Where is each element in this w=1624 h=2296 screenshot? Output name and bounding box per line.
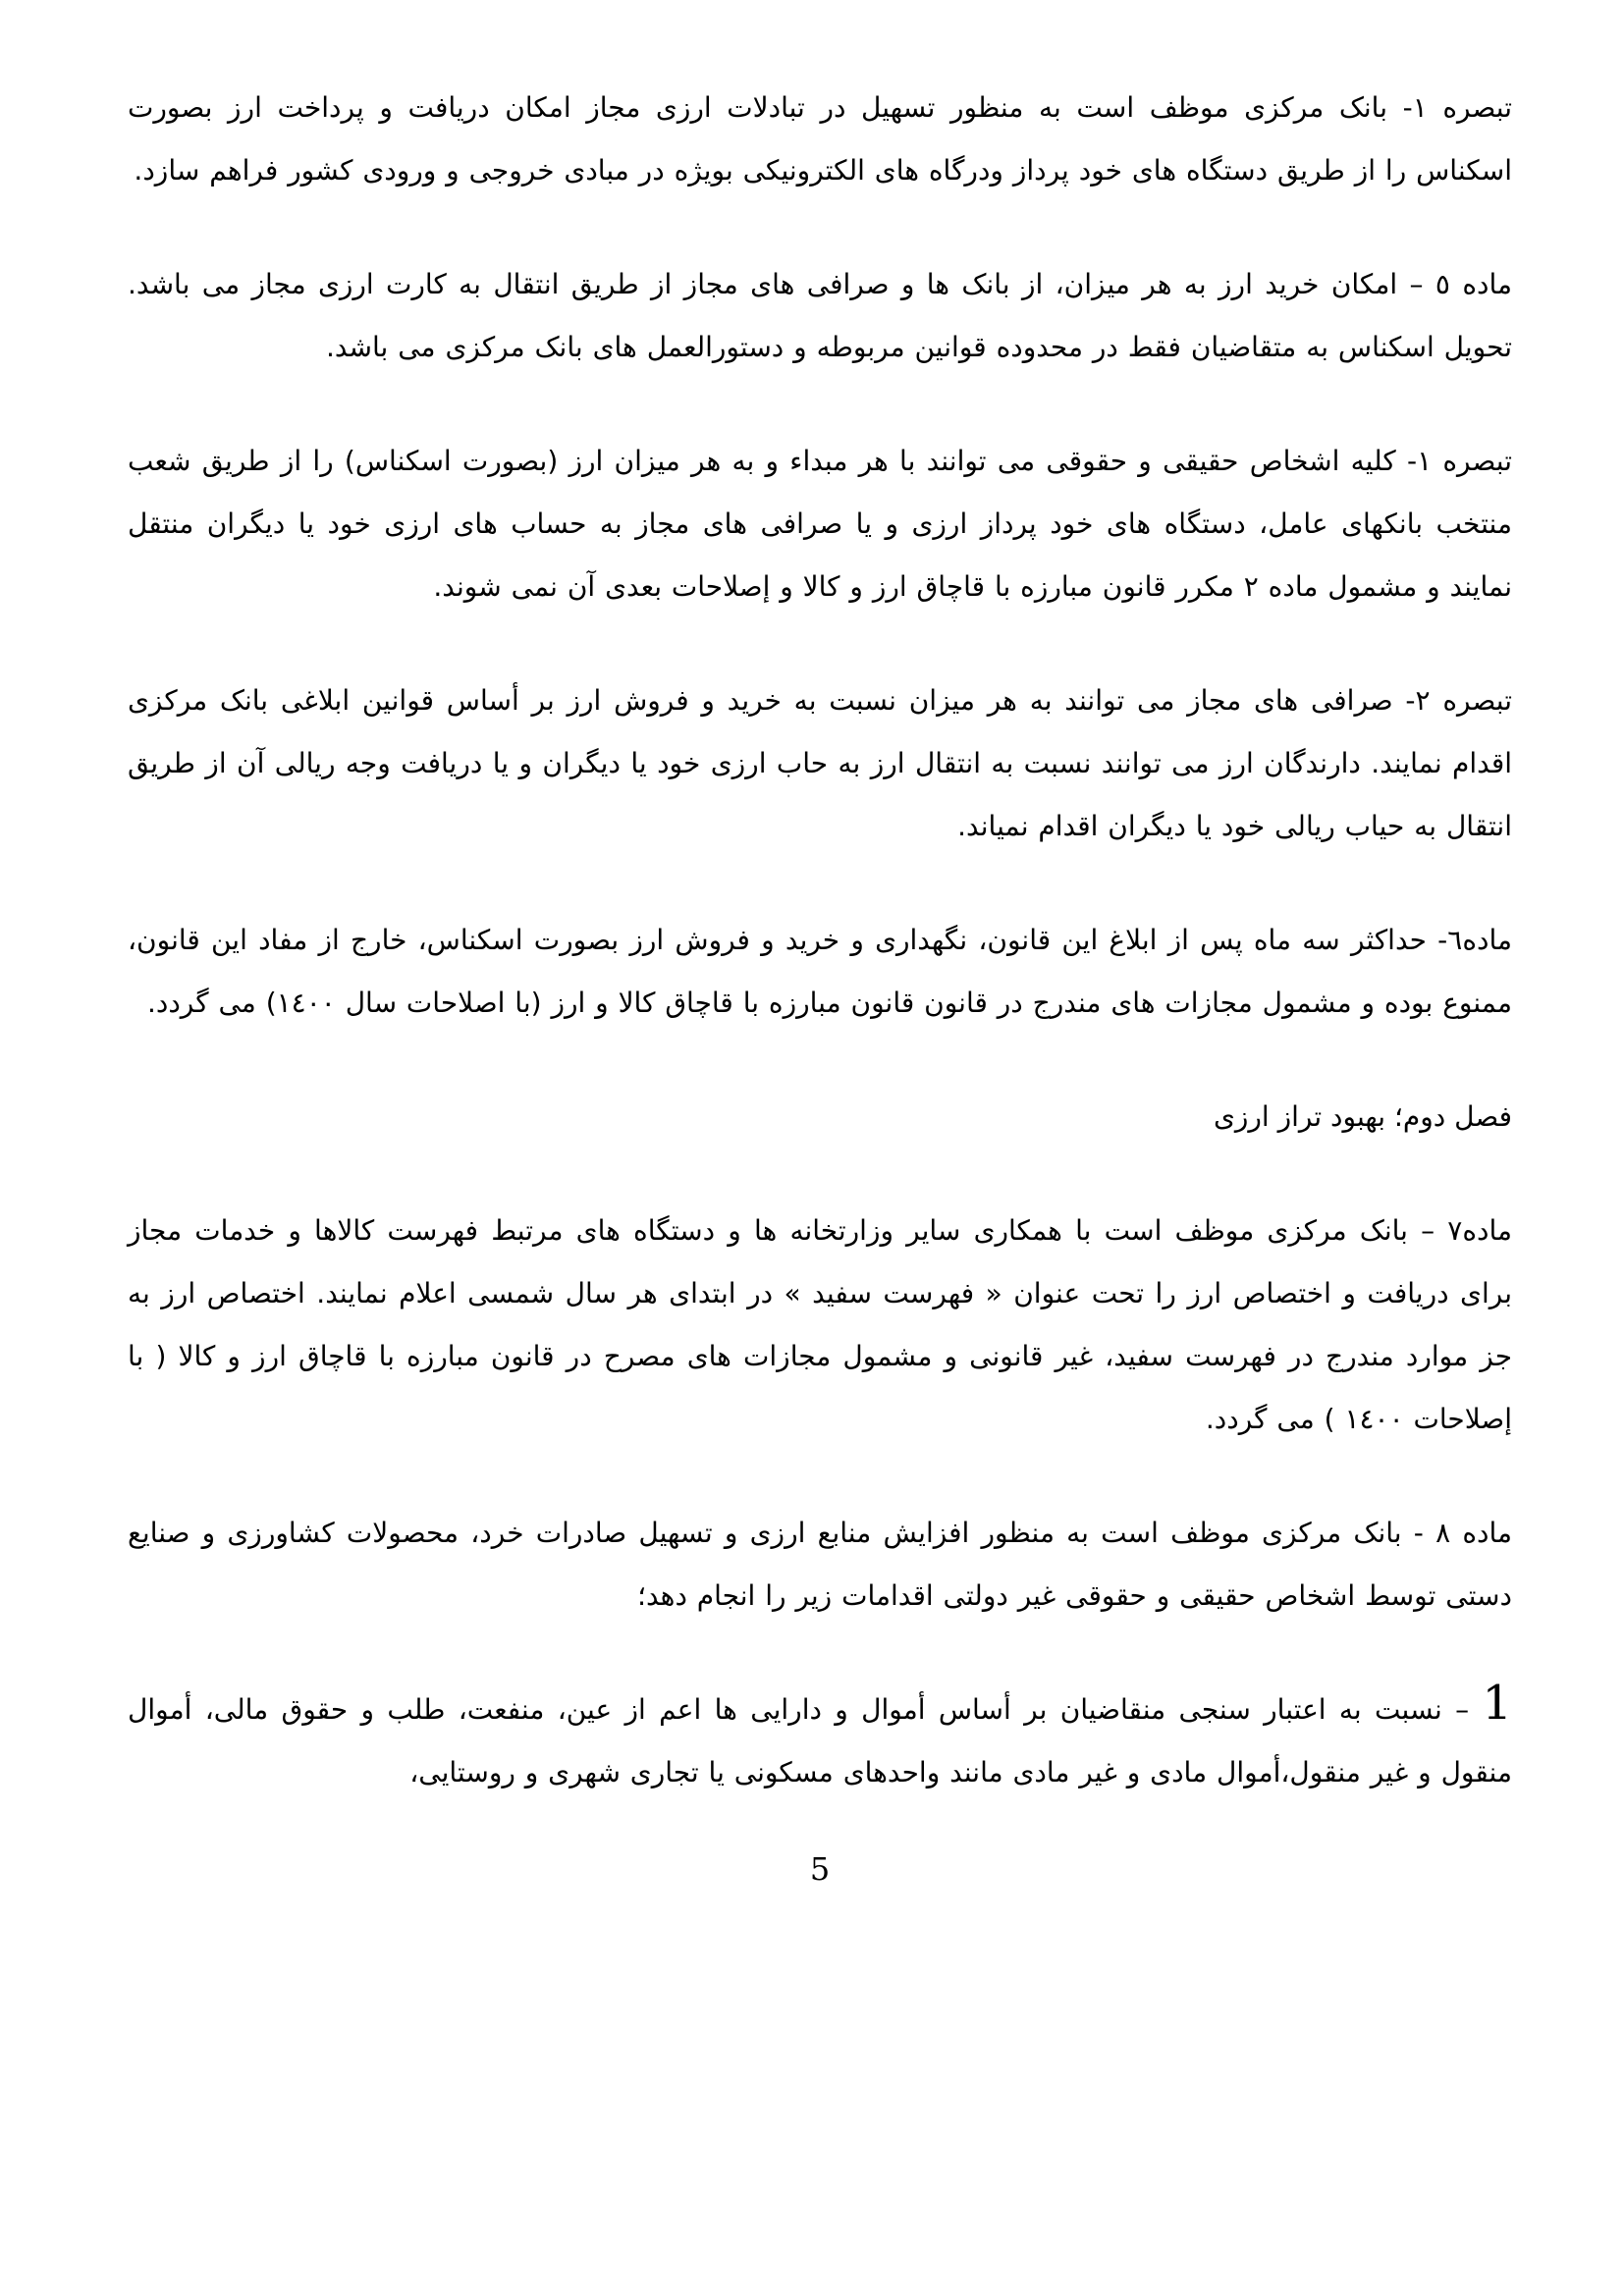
paragraph-article-8: ماده ٨ - بانک مرکزی موظف است به منظور افزایش منابع ارزی و تسهیل صادرات خرد، محصولات کشاورزی و صنایع دستی توسط اشخاص حقیقی و حقوقی غیر دولتی اقدامات زیر را انجام دهد؛ xyxy=(128,1517,1512,1612)
list-item-text: – نسبت به اعتبار سنجی منقاضیان بر أساس أموال و دارایی ها اعم از عین، منفعت، طلب و حقوق مالی، أموال منقول و غیر منقول،أموال مادی و غیر مادی مانند واحدهای مسکونی یا تجاری شهری و روستایی، xyxy=(128,1693,1512,1789)
paragraph-note-1-article-5: تبصره ١- کلیه اشخاص حقیقی و حقوقی می توانند با هر مبداء و به هر میزان ارز (بصورت اسکناس) را از طریق شعب منتخب بانکهای عامل، دستگاه های خود پرداز ارزی و یا صرافی های مجاز به حساب های ارزی خود یا دیگران منتقل نمایند و مشمول ماده ٢ مکرر قانون مبارزه با قاچاق ارز و کالا و إصلاحات بعدی آن نمی شوند. xyxy=(128,445,1512,603)
paragraph-article-6: ماده٦- حداکثر سه ماه پس از ابلاغ این قانون، نگهداری و خرید و فروش ارز بصورت اسکناس، خارج از مفاد این قانون، ممنوع بوده و مشمول مجازات های مندرج در قانون قانون مبارزه با قاچاق کالا و ارز (با اصلاحات سال ١٤٠٠) می گردد. xyxy=(128,924,1512,1019)
paragraph-article-7: ماده٧ – بانک مرکزی موظف است با همکاری سایر وزارتخانه ها و دستگاه های مرتبط فهرست کالاها و خدمات مجاز برای دریافت و اختصاص ارز را تحت عنوان « فهرست سفید » در ابتدای هر سال شمسی اعلام نمایند. اختصاص ارز به جز موارد مندرج در فهرست سفید، غیر قانونی و مشمول مجازات های مصرح در قانون مبارزه با قاچاق ارز و کالا ( با إصلاحات ١٤٠٠ ) می گردد. xyxy=(128,1214,1512,1435)
paragraph-note-1-article-4: تبصره ١- بانک مرکزی موظف است به منظور تسهیل در تبادلات ارزی مجاز امکان دریافت و پرداخت ارز بصورت اسکناس را از طریق دستگاه های خود پرداز ودرگاه های الکترونیکی بویژه در مبادی خروجی و ورودی کشور فراهم سازد. xyxy=(128,91,1512,187)
paragraph-article-5: ماده ٥ – امکان خرید ارز به هر میزان، از بانک ها و صرافی های مجاز از طریق انتقال به کارت ارزی مجاز می باشد. تحویل اسکناس به متقاضیان فقط در محدوده قوانین مربوطه و دستورالعمل های بانک مرکزی می باشد. xyxy=(128,268,1512,363)
chapter-2-heading: فصل دوم؛ بهبود تراز ارزی xyxy=(1213,1100,1512,1133)
list-item-number: 1 xyxy=(1482,1676,1512,1731)
page-number: 5 xyxy=(809,1850,831,1888)
paragraph-article-8-item-1 xyxy=(128,1676,1512,1804)
paragraph-note-2-article-5: تبصره ٢- صرافی های مجاز می توانند به هر میزان نسبت به خرید و فروش ارز بر أساس قوانین ابلاغی بانک مرکزی اقدام نمایند. دارندگان ارز می توانند نسبت به انتقال ارز به حاب ارزی خود یا دیگران و یا دریافت وجه ریالی آن از طریق انتقال به حیاب ریالی خود یا دیگران اقدام نمیاند. xyxy=(128,684,1512,842)
